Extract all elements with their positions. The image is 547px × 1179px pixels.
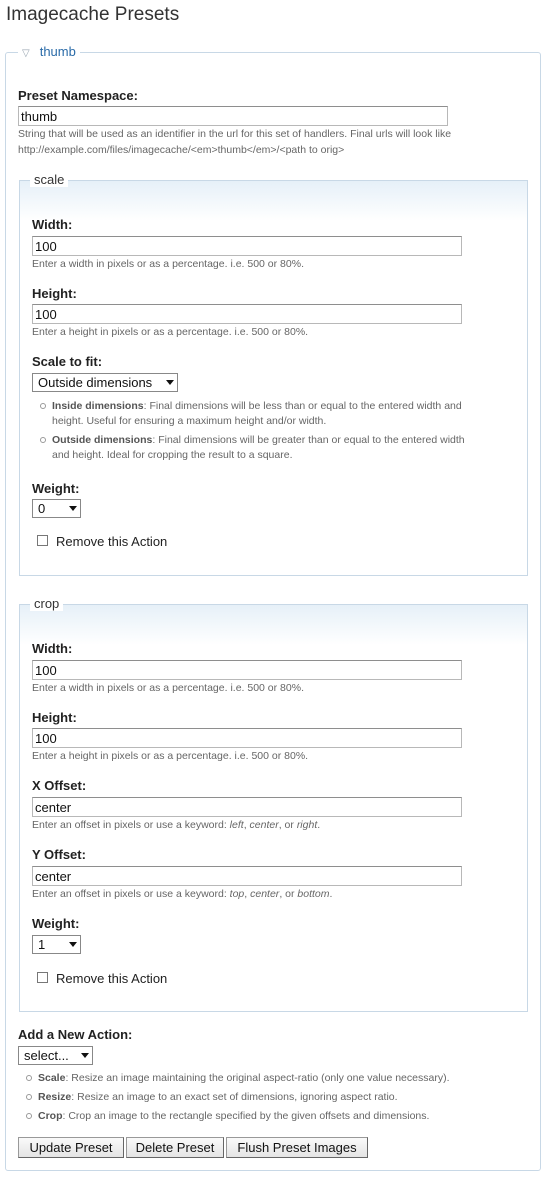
desc-text: Enter an offset in pixels or use a keyword: [32, 819, 230, 831]
crop-height-desc: Enter a height in pixels or as a percentage. i.e. 500 or 80%. [32, 750, 309, 762]
keyword: center [249, 819, 279, 831]
new-action-select[interactable] [18, 1046, 93, 1065]
scale-width-label: Width: [32, 217, 73, 232]
preset-legend-label[interactable]: thumb [39, 44, 76, 59]
desc-text: , [243, 819, 250, 831]
crop-yoffset-desc [32, 886, 332, 902]
scale-remove-label[interactable]: Remove this Action [56, 534, 168, 549]
select-arrow-icon [166, 380, 174, 385]
scale-height-label: Height: [32, 286, 77, 301]
option-text-line2: height. Useful for ensuring a maximum height and/or width. [52, 415, 327, 427]
scale-weight-label: Weight: [32, 481, 80, 496]
namespace-desc-line2: http://example.com/files/imagecache/<em>thumb</em>/<path to orig> [18, 144, 345, 156]
desc-text: , [244, 888, 251, 900]
bullet-icon [26, 1075, 32, 1081]
keyword: bottom [297, 888, 330, 900]
crop-weight-selected: 1 [38, 937, 46, 952]
scale-height-desc: Enter a height in pixels or as a percentage. i.e. 500 or 80%. [32, 326, 309, 338]
crop-remove-label[interactable]: Remove this Action [56, 971, 168, 986]
scale-fit-selected: Outside dimensions [38, 375, 153, 390]
select-arrow-icon [81, 1053, 89, 1058]
scale-legend: scale [30, 172, 68, 187]
namespace-desc-line1: String that will be used as an identifier in the url for this set of handlers. Final urls will look like [18, 128, 452, 140]
keyword: center [250, 888, 280, 900]
crop-yoffset-label: Y Offset: [32, 847, 86, 862]
keyword: top [229, 888, 245, 900]
option-term: Crop [38, 1110, 63, 1122]
bullet-icon [26, 1094, 32, 1100]
bullet-icon [26, 1113, 32, 1119]
scale-fit-select[interactable] [32, 373, 178, 392]
namespace-input[interactable] [18, 106, 448, 126]
option-term: Scale [38, 1072, 66, 1084]
desc-text: , or [278, 819, 297, 831]
crop-remove-checkbox[interactable] [37, 972, 48, 983]
crop-width-input[interactable] [32, 660, 462, 680]
scale-width-desc: Enter a width in pixels or as a percentage. i.e. 500 or 80%. [32, 258, 304, 270]
option-term: Resize [38, 1091, 72, 1103]
crop-height-input[interactable] [32, 728, 462, 748]
option-text: : Resize an image maintaining the original aspect-ratio (only one value necessary). [65, 1072, 450, 1084]
crop-xoffset-desc [32, 817, 320, 833]
option-text: : Final dimensions will be less than or equal to the entered width and [143, 400, 462, 412]
new-action-label: Add a New Action: [18, 1027, 133, 1042]
scale-fit-option [40, 399, 520, 429]
scale-fit-label: Scale to fit: [32, 354, 103, 369]
option-term: Inside dimensions [52, 400, 144, 412]
crop-width-label: Width: [32, 641, 73, 656]
option-text: : Final dimensions will be greater than or equal to the entered width [152, 434, 465, 446]
collapse-triangle-icon[interactable]: ▽ [22, 48, 30, 59]
option-text: : Resize an image to an exact set of dimensions, ignoring aspect ratio. [71, 1091, 398, 1103]
crop-action-fieldset [19, 596, 528, 1012]
crop-weight-select[interactable] [32, 935, 81, 954]
update-preset-button[interactable]: Update Preset [18, 1137, 124, 1158]
page-title: Imagecache Presets [6, 4, 180, 25]
desc-text: . [317, 819, 321, 831]
bullet-icon [40, 403, 46, 409]
new-action-option [26, 1090, 526, 1105]
preset-fieldset [5, 44, 541, 1171]
select-arrow-icon [69, 506, 77, 511]
option-text-line2: and height. Ideal for cropping the result to a square. [52, 449, 293, 461]
flush-preset-images-button[interactable]: Flush Preset Images [226, 1137, 368, 1158]
new-action-selected: select... [24, 1048, 69, 1063]
option-term: Outside dimensions [52, 434, 153, 446]
scale-fit-option [40, 433, 520, 463]
new-action-option [26, 1071, 526, 1086]
crop-legend: crop [30, 596, 63, 611]
keyword: left [229, 819, 244, 831]
scale-action-fieldset [19, 172, 528, 576]
scale-remove-checkbox[interactable] [37, 535, 48, 546]
crop-width-desc: Enter a width in pixels or as a percentage. i.e. 500 or 80%. [32, 682, 304, 694]
new-action-option [26, 1109, 526, 1124]
select-arrow-icon [69, 942, 77, 947]
scale-weight-selected: 0 [38, 501, 46, 516]
bullet-icon [40, 437, 46, 443]
scale-height-input[interactable] [32, 304, 462, 324]
crop-xoffset-input[interactable] [32, 797, 462, 817]
preset-legend[interactable] [18, 44, 80, 59]
crop-xoffset-label: X Offset: [32, 778, 87, 793]
crop-height-label: Height: [32, 710, 77, 725]
delete-preset-button[interactable]: Delete Preset [126, 1137, 224, 1158]
scale-weight-select[interactable] [32, 499, 81, 518]
scale-width-input[interactable] [32, 236, 462, 256]
namespace-label: Preset Namespace: [18, 88, 138, 103]
desc-text: . [329, 888, 333, 900]
desc-text: , or [279, 888, 298, 900]
desc-text: Enter an offset in pixels or use a keyword: [32, 888, 230, 900]
crop-yoffset-input[interactable] [32, 866, 462, 886]
crop-weight-label: Weight: [32, 916, 80, 931]
keyword: right [296, 819, 318, 831]
option-text: : Crop an image to the rectangle specified by the given offsets and dimensions. [62, 1110, 430, 1122]
